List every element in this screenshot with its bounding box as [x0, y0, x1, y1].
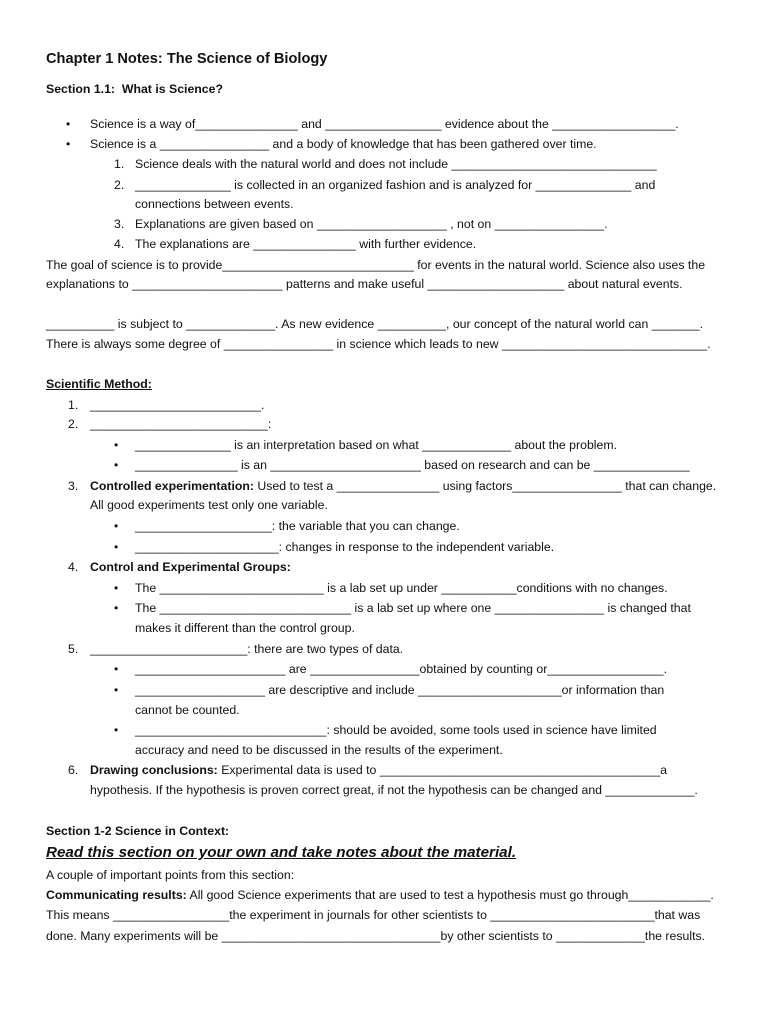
paragraph-line: There is always some degree of ________________ in science which leads to new ______________________________.: [46, 337, 711, 351]
list-number: 3.: [114, 217, 125, 231]
bullet-item: ____________________: the variable that you can change.: [135, 519, 460, 533]
page-title: Chapter 1 Notes: The Science of Biology: [46, 51, 328, 67]
list-item: Explanations are given based on ___________________ , not on ________________.: [135, 217, 608, 231]
list-number: 4.: [114, 237, 125, 251]
read-section-heading: Read this section on your own and take notes about the material.: [46, 844, 517, 861]
bullet-dot: •: [114, 662, 119, 676]
paragraph-line: explanations to ______________________ patterns and make useful ____________________ about natural events.: [46, 277, 683, 291]
bullet-dot: •: [114, 601, 119, 615]
bullet-dot: •: [114, 581, 119, 595]
bullet-item-cont: accuracy and need to be discussed in the results of the experiment.: [135, 743, 503, 757]
method-label: Controlled experimentation:: [90, 479, 254, 493]
method-item: [90, 763, 667, 777]
paragraph-line: A couple of important points from this section:: [46, 868, 295, 882]
paragraph-line: This means _________________the experiment in journals for other scientists to ________________________that was: [46, 908, 701, 922]
section-heading-1-2: Section 1-2 Science in Context:: [46, 824, 230, 838]
method-item-cont: All good experiments test only one variable.: [90, 498, 328, 512]
method-item: _______________________: there are two types of data.: [90, 642, 404, 656]
paragraph-line: done. Many experiments will be ________________________________by other scientists to _____________the results.: [46, 929, 706, 943]
bullet-item: Science is a ________________ and a body of knowledge that has been gathered over time.: [90, 137, 597, 151]
method-number: 3.: [68, 479, 79, 493]
section-heading-1-1: Section 1.1: What is Science?: [46, 82, 223, 96]
bullet-dot: •: [66, 137, 71, 151]
method-number: 4.: [68, 560, 79, 574]
bullet-dot: •: [114, 540, 119, 554]
scientific-method-heading: Scientific Method:: [46, 377, 152, 391]
bullet-item: The ________________________ is a lab set up under ___________conditions with no changes.: [135, 581, 668, 595]
bullet-dot: •: [66, 117, 71, 131]
bullet-item: Science is a way of_______________ and _________________ evidence about the __________________.: [90, 117, 679, 131]
method-item: [90, 479, 716, 493]
paragraph-line: The goal of science is to provide____________________________ for events in the natural world. Science also uses the: [46, 258, 706, 272]
method-number: 5.: [68, 642, 79, 656]
method-item-cont: hypothesis. If the hypothesis is proven correct great, if not the hypothesis can be changed and _____________.: [90, 783, 698, 797]
method-number: 2.: [68, 417, 79, 431]
communicating-label: Communicating results:: [46, 888, 187, 902]
bullet-dot: •: [114, 438, 119, 452]
communicating-text: All good Science experiments that are used to test a hypothesis must go through____________.: [186, 888, 714, 902]
method-number: 1.: [68, 398, 79, 412]
method-label: Drawing conclusions:: [90, 763, 218, 777]
method-item: __________________________:: [90, 417, 272, 431]
method-text: Experimental data is used to _________________________________________a: [217, 763, 668, 777]
bullet-dot: •: [114, 519, 119, 533]
paragraph-line: [46, 888, 714, 902]
list-item: ______________ is collected in an organized fashion and is analyzed for ______________ and: [135, 178, 656, 192]
bullet-item: _____________________: changes in response to the independent variable.: [135, 540, 555, 554]
bullet-item: ___________________ are descriptive and include _____________________or information than: [135, 683, 665, 697]
list-item: The explanations are _______________ with further evidence.: [135, 237, 477, 251]
bullet-item: ______________ is an interpretation based on what _____________ about the problem.: [135, 438, 618, 452]
bullet-item-cont: makes it different than the control group.: [135, 621, 355, 635]
method-item: _________________________.: [90, 398, 265, 412]
list-item-cont: connections between events.: [135, 197, 294, 211]
list-item: Science deals with the natural world and does not include ______________________________: [135, 157, 657, 171]
method-text: Used to test a _______________ using factors________________ that can change.: [253, 479, 717, 493]
bullet-dot: •: [114, 683, 119, 697]
bullet-item: ____________________________: should be avoided, some tools used in science have limited: [135, 723, 657, 737]
bullet-item: _______________ is an ______________________ based on research and can be ______________: [135, 458, 690, 472]
bullet-item: The ____________________________ is a lab set up where one ________________ is changed that: [135, 601, 691, 615]
method-label: Control and Experimental Groups:: [90, 560, 291, 574]
bullet-dot: •: [114, 723, 119, 737]
list-number: 1.: [114, 157, 125, 171]
bullet-dot: •: [114, 458, 119, 472]
method-number: 6.: [68, 763, 79, 777]
list-number: 2.: [114, 178, 125, 192]
bullet-item: ______________________ are ________________obtained by counting or_________________.: [135, 662, 668, 676]
paragraph-line: __________ is subject to _____________. As new evidence __________, our concept of the natural world can _______.: [46, 317, 704, 331]
bullet-item-cont: cannot be counted.: [135, 703, 240, 717]
